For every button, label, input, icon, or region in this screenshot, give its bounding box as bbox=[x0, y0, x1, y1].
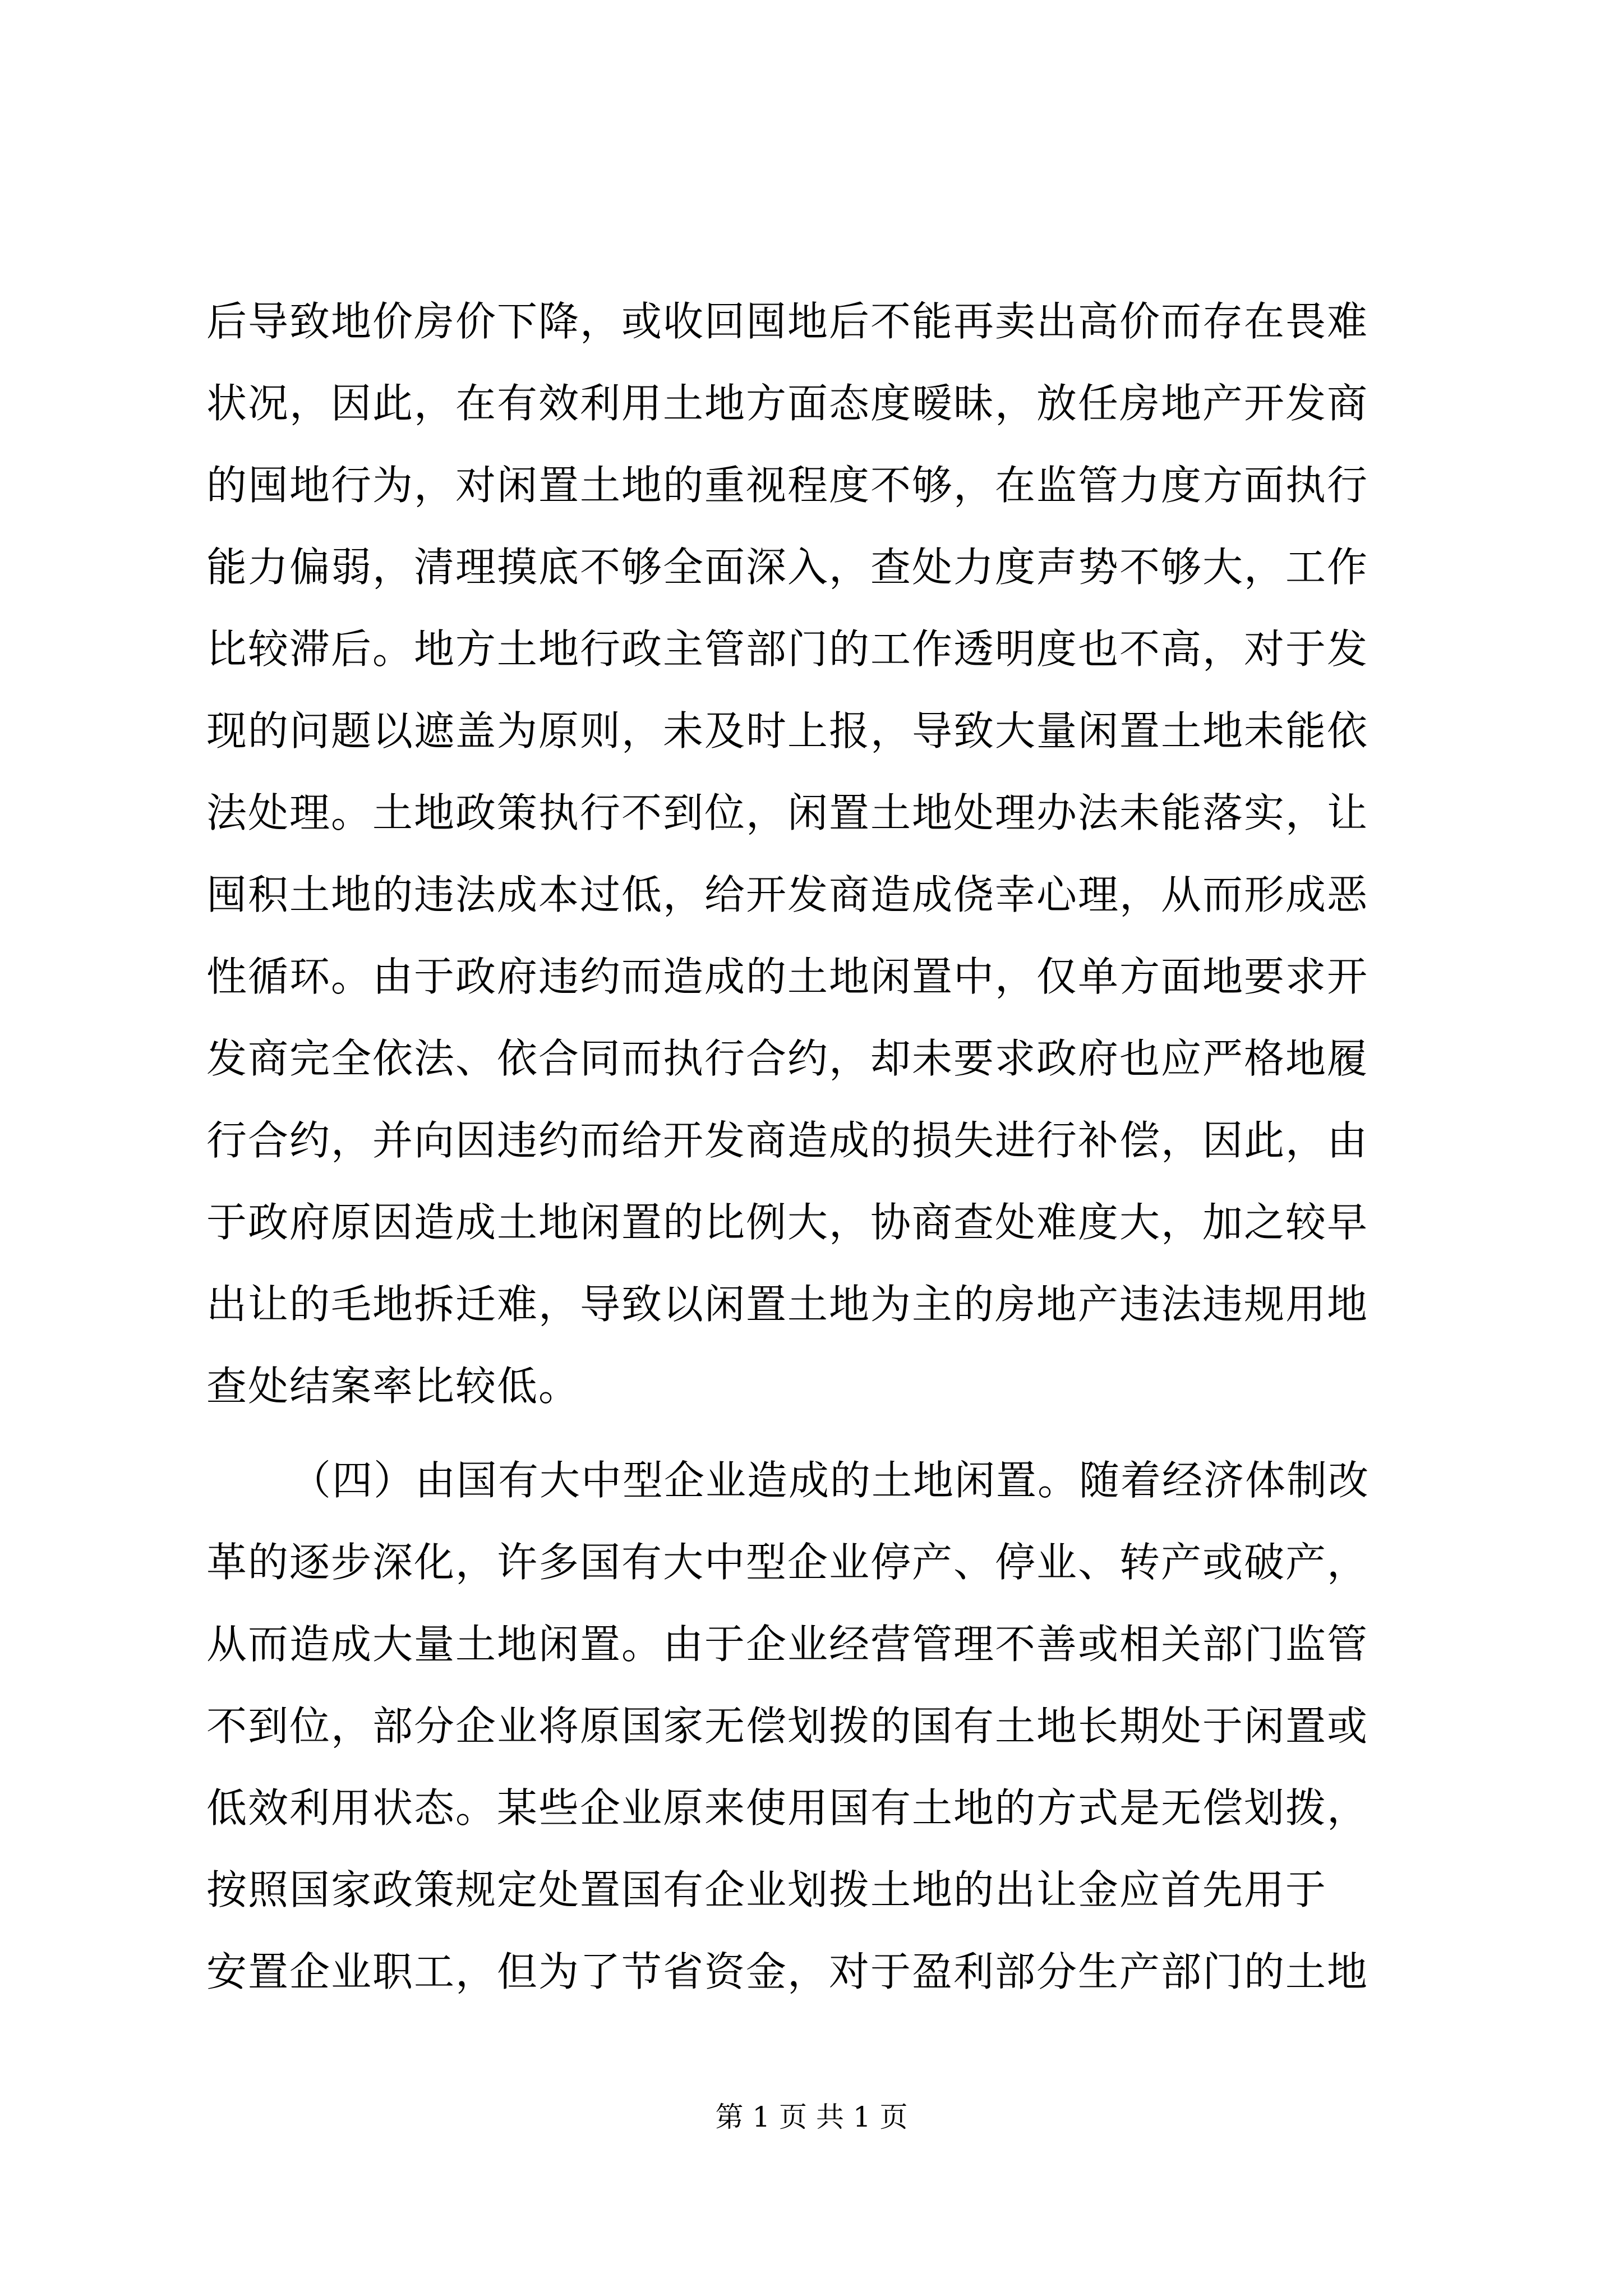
page-number-footer: 第 1 页 共 1 页 bbox=[715, 2101, 908, 2133]
text-line: 从而造成大量土地闲置。由于企业经营管理不善或相关部门监管 bbox=[206, 1621, 1369, 1668]
text-line: 行合约，并向因违约而给开发商造成的损失进行补偿，因此，由 bbox=[206, 1117, 1369, 1164]
paragraph bbox=[206, 280, 1418, 1427]
text-line: 状况，因此，在有效利用土地方面态度暧昧，放任房地产开发商 bbox=[206, 380, 1369, 427]
text-line: 比较滞后。地方土地行政主管部门的工作透明度也不高，对于发 bbox=[206, 625, 1369, 673]
text-line: （四）由国有大中型企业造成的土地闲置。随着经济体制改 bbox=[291, 1457, 1370, 1504]
body-text bbox=[206, 280, 1418, 2013]
text-line: 按照国家政策规定处置国有企业划拨土地的出让金应首先用于 bbox=[206, 1866, 1327, 1913]
text-line: 能力偏弱，清理摸底不够全面深入，查处力度声势不够大，工作 bbox=[206, 544, 1369, 591]
text-line: 查处结案率比较低。 bbox=[206, 1363, 580, 1410]
paragraph bbox=[206, 1439, 1418, 2013]
text-line: 后导致地价房价下降，或收回囤地后不能再卖出高价而存在畏难 bbox=[206, 298, 1369, 345]
text-line: 性循环。由于政府违约而造成的土地闲置中，仅单方面地要求开 bbox=[206, 953, 1369, 1000]
text-line: 囤积土地的违法成本过低，给开发商造成侥幸心理，从而形成恶 bbox=[206, 871, 1369, 918]
text-line: 现的问题以遮盖为原则，未及时上报，导致大量闲置土地未能依 bbox=[206, 707, 1369, 754]
text-line: 发商完全依法、依合同而执行合约，却未要求政府也应严格地履 bbox=[206, 1035, 1369, 1082]
text-line: 出让的毛地拆迁难，导致以闲置土地为主的房地产违法违规用地 bbox=[206, 1281, 1369, 1328]
text-line: 不到位，部分企业将原国家无偿划拨的国有土地长期处于闲置或 bbox=[206, 1703, 1369, 1750]
text-line: 法处理。土地政策执行不到位，闲置土地处理办法未能落实，让 bbox=[206, 789, 1369, 836]
text-line: 安置企业职工，但为了节省资金，对于盈利部分生产部门的土地 bbox=[206, 1948, 1369, 1995]
text-line: 于政府原因造成土地闲置的比例大，协商查处难度大，加之较早 bbox=[206, 1199, 1369, 1246]
text-line: 的囤地行为，对闲置土地的重视程度不够，在监管力度方面执行 bbox=[206, 462, 1369, 509]
text-line: 革的逐步深化，许多国有大中型企业停产、停业、转产或破产， bbox=[206, 1539, 1369, 1586]
text-line: 低效利用状态。某些企业原来使用国有土地的方式是无偿划拨， bbox=[206, 1784, 1369, 1832]
